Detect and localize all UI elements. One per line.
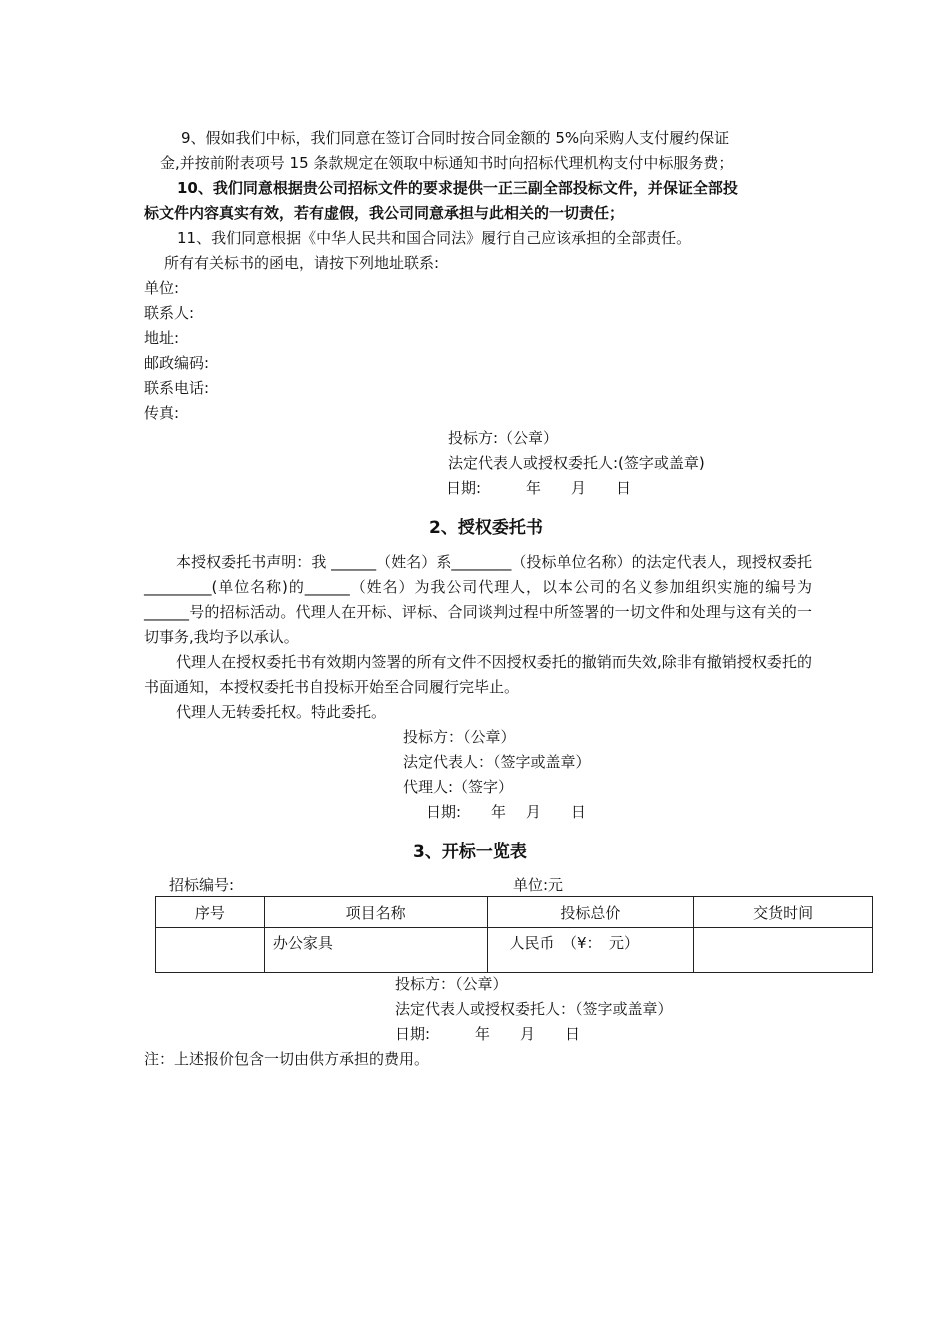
- authorization-paragraph-3: [144, 700, 812, 725]
- field-address: 地址:: [144, 329, 180, 347]
- table-row: [156, 928, 873, 973]
- auth-sign-bidder: 投标方：（公章）: [403, 728, 516, 746]
- field-phone: 联系电话:: [144, 379, 210, 397]
- bid-number-label: 招标编号:: [169, 876, 235, 894]
- sign-bidder: 投标方:（公章）: [448, 429, 559, 447]
- table-cell: [156, 928, 265, 973]
- authorization-paragraph-2-text: 代理人在授权委托书有效期内签署的所有文件不因授权委托的撤销而失效,除非有撤销授权委托的书面通知，本授权委托书自投标开始至合同履行完毕止。: [144, 653, 812, 696]
- table-header-row: [156, 897, 873, 928]
- column-header: 序号: [156, 897, 265, 928]
- table-cell: [694, 928, 873, 973]
- field-postcode: 邮政编码:: [144, 354, 210, 372]
- section-title-authorization: 2、授权委托书: [429, 518, 543, 538]
- column-header: 交货时间: [694, 897, 873, 928]
- item-11: 11、我们同意根据《中华人民共和国合同法》履行自己应该承担的全部责任。: [177, 229, 692, 247]
- table-sign-representative: 法定代表人或授权委托人：（签字或盖章）: [395, 1000, 673, 1018]
- field-contact-person: 联系人:: [144, 304, 195, 322]
- item-9-line-2: 金,并按前附表项号 15 条款规定在领取中标通知书时向招标代理机构支付中标服务费；: [160, 154, 734, 172]
- column-header: 投标总价: [487, 897, 694, 928]
- contact-intro: 所有有关标书的函电，请按下列地址联系:: [164, 254, 440, 272]
- authorization-paragraph-3-text: 代理人无转委托权。特此委托。: [176, 703, 387, 721]
- table-cell: 人民币 （¥： 元）: [487, 928, 694, 973]
- sign-representative: 法定代表人或授权委托人:(签字或盖章): [448, 454, 705, 472]
- authorization-paragraph-1-text: 本授权委托书声明：我 ______（姓名）系________（投标单位名称）的法定代表人，现授权委托_________(单位名称)的______（姓名）为我公司代理人，以本公司的名义参加组织实施的编号为______号的招标活动。代理人在开标、评标、合同谈判过程中所签署的一切文件和处理与这有关的一切事务,我均予以承认。: [144, 553, 812, 646]
- price-note: 注：上述报价包含一切由供方承担的费用。: [144, 1050, 430, 1068]
- table-cell: 办公家具: [264, 928, 487, 973]
- item-9-line-1: 9、假如我们中标，我们同意在签订合同时按合同金额的 5%向采购人支付履约保证: [181, 129, 730, 147]
- sign-date: 日期: 年 月 日: [446, 479, 632, 497]
- field-unit: 单位:: [144, 279, 180, 297]
- bid-summary-table: [155, 896, 873, 973]
- column-header: 项目名称: [264, 897, 487, 928]
- auth-sign-representative: 法定代表人：（签字或盖章）: [403, 753, 591, 771]
- item-10-line-2: 标文件内容真实有效，若有虚假，我公司同意承担与此相关的一切责任；: [144, 204, 625, 222]
- auth-sign-agent: 代理人:（签字）: [403, 778, 514, 796]
- field-fax: 传真:: [144, 404, 180, 422]
- authorization-paragraph-1: [144, 550, 812, 650]
- section-title-bid-summary: 3、开标一览表: [413, 842, 527, 862]
- currency-unit-label: 单位:元: [513, 876, 564, 894]
- item-10-line-1: 10、我们同意根据贵公司招标文件的要求提供一正三副全部投标文件，并保证全部投: [177, 179, 738, 197]
- table-sign-bidder: 投标方：（公章）: [395, 975, 508, 993]
- table-sign-date: 日期: 年 月 日: [395, 1025, 581, 1043]
- auth-sign-date: 日期: 年 月 日: [426, 803, 586, 821]
- authorization-paragraph-2: [144, 650, 812, 700]
